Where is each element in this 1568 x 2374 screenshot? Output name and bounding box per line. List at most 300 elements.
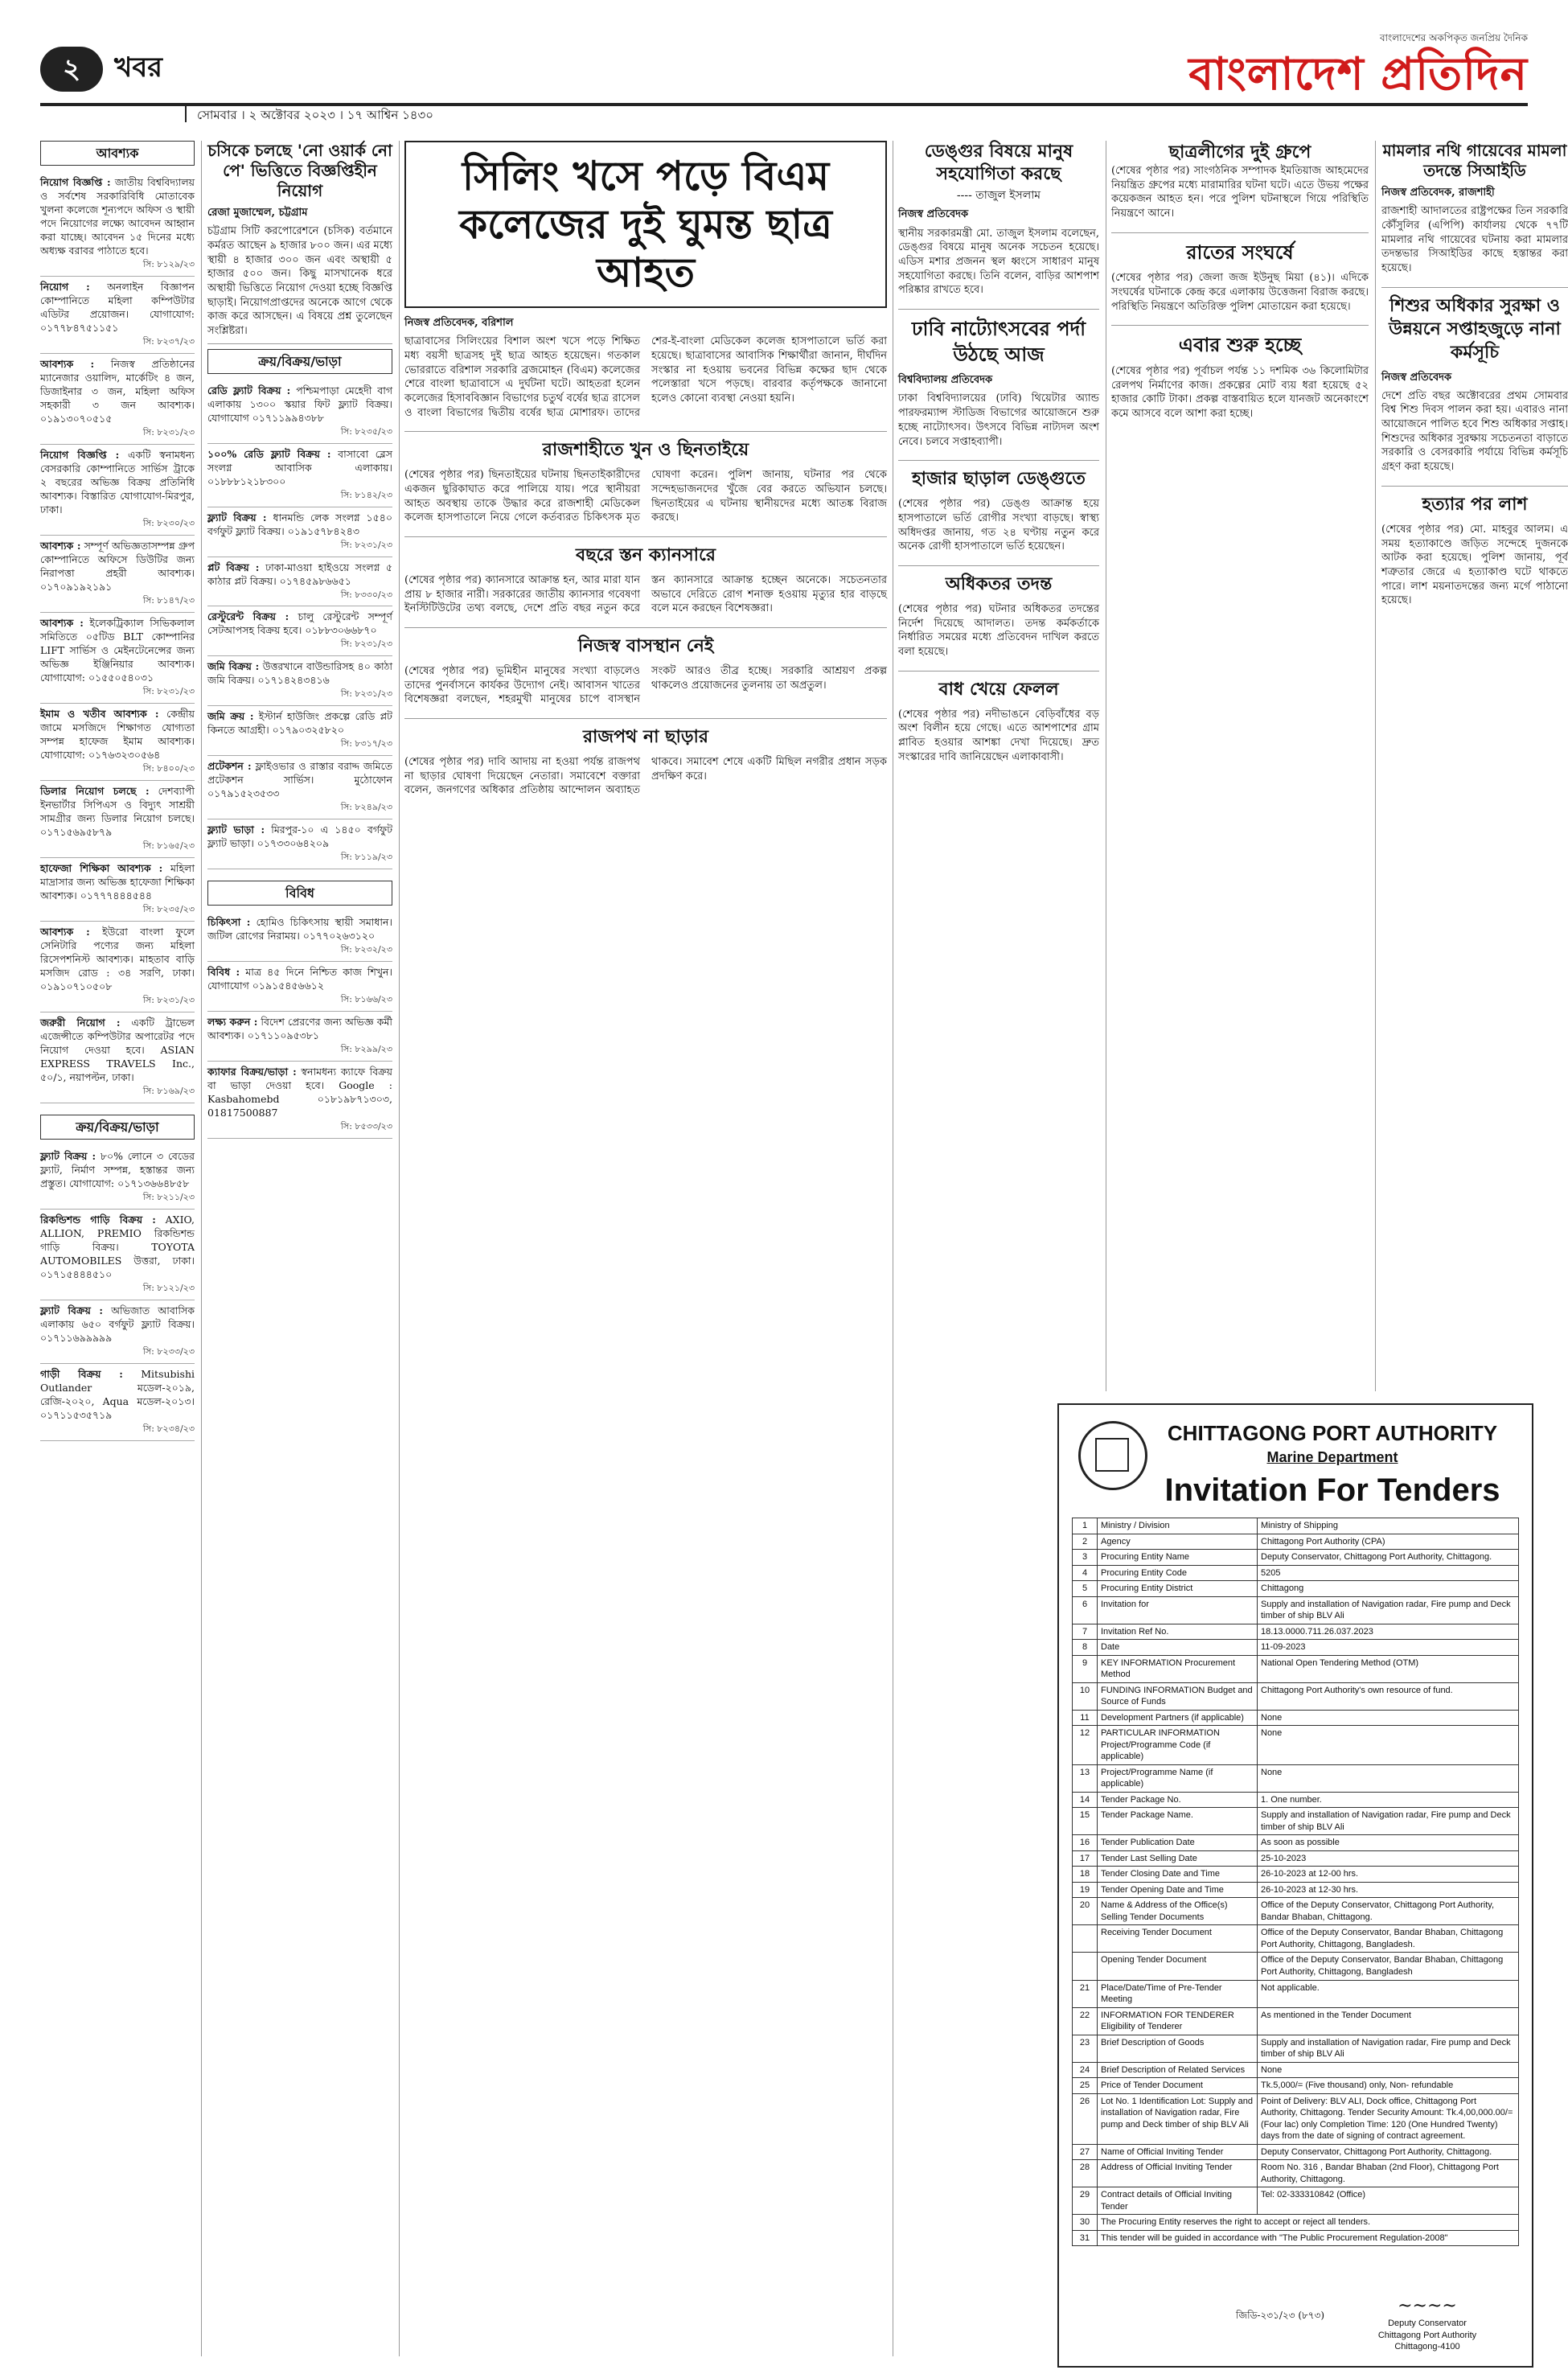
ad-text: কেন্দ্রীয় জামে মসজিদে শিক্ষাগত যোগ্যতা সম্পন্ন হাফেজ ইমাম আবশ্যক। যোগাযোগ: ০১৭৬৩২৩০৫৬৪: [40, 707, 195, 761]
classified-ad: [40, 1364, 195, 1441]
news-item-chasik: [207, 141, 392, 344]
tender-row-value: Point of Delivery: BLV ALI, Dock office, Chittagong Port Authority, Chittagong. Tender Security Amount: Tk.4,00,000.00/= (Four lac) only Completion Time: 120 (One Hundred Twenty) days from the date of signing of contract agreement.: [1258, 2093, 1519, 2144]
classified-ad: [207, 819, 392, 869]
story-byline: নিজস্ব প্রতিবেদক: [1381, 371, 1452, 384]
classified-ad: [207, 912, 392, 962]
tender-row-value: Tel: 02-333310842 (Office): [1258, 2187, 1519, 2215]
ad-lead: চিকিৎসা :: [207, 916, 251, 929]
tender-row-label: Tender Opening Date and Time: [1098, 1882, 1258, 1898]
story-body: (শেষের পৃষ্ঠার পর) ক্যানসারে আক্রান্ত হন, আর মারা যান প্রায় ৮ হাজার নারী। সরকারের জাতীয় ক্যানসার গবেষণা ইনস্টিটিউটের তথ্য বলছে, দেশে প্রতি বছর নতুন করে স্তন ক্যানসারে আক্রান্ত হচ্ছেন অনেকে। সচেতনতার অভাবে দেরিতে রোগ শনাক্ত হওয়ায় মৃত্যুর হার বাড়ছে বলে মনে করছেন বিশেষজ্ঞরা।: [404, 573, 887, 615]
tender-row-label: Project/Programme Name (if applicable): [1098, 1764, 1258, 1792]
ad-code: সি: ৮৩৩০/২৩: [340, 589, 392, 600]
tender-row-label: Tender Closing Date and Time: [1098, 1867, 1258, 1883]
tender-row: [1073, 1867, 1519, 1883]
tender-row: [1073, 2215, 1519, 2231]
tender-row-number: 12: [1073, 1726, 1098, 1765]
story-byline: নিজস্ব প্রতিবেদক: [898, 208, 969, 221]
ad-text: হোমিও চিকিৎসায় স্থায়ী সমাধান। জটিল রোগের নিরাময়। ০১৭৭০২৬৩১২০: [207, 916, 392, 943]
tender-row-label: PARTICULAR INFORMATION Project/Programme Code (if applicable): [1098, 1726, 1258, 1765]
ad-code: সি: ৮২৩৫/২৩: [340, 425, 392, 437]
ad-code: সি: ৮৫৩৩/২৩: [340, 1121, 392, 1132]
classified-ad: [207, 1062, 392, 1139]
tender-row-label: KEY INFORMATION Procurement Method: [1098, 1655, 1258, 1682]
ad-lead: নিয়োগ বিজ্ঞপ্তি :: [40, 448, 120, 461]
tender-row-label: Procuring Entity Code: [1098, 1565, 1258, 1581]
article-headline: চসিকে চলছে 'নো ওয়ার্ক নো পে' ভিত্তিতে বিজ্ঞপ্তিহীন নিয়োগ: [207, 141, 392, 200]
tender-row-number: [1073, 1925, 1098, 1953]
tender-row-label: Receiving Tender Document: [1098, 1925, 1258, 1953]
ad-text: একটি স্বনামধন্য বেসরকারি কোম্পানিতে সার্ভিস ট্রাকে ২ বছরের অভিজ্ঞ বিক্রয় প্রতিনিধি আবশ্যক। বিস্তারিত যোগাযোগ-মিরপুর, ঢাকা।: [40, 448, 195, 515]
story-headline: রাতের সংঘর্ষে: [1111, 232, 1369, 265]
story-headline: রাজশাহীতে খুন ও ছিনতাইয়ে: [404, 431, 887, 462]
tender-row-number: 13: [1073, 1764, 1098, 1792]
tender-row: [1073, 2144, 1519, 2160]
ad-lead: আবশ্যক :: [40, 925, 90, 938]
tender-row-number: 4: [1073, 1565, 1098, 1581]
story-body: (শেষের পৃষ্ঠার পর) পূর্বাচল পর্যন্ত ১১ দশমিক ৩৬ কিলোমিটার রেলপথ নির্মাণের কাজ। প্রকল্পের মোট ব্যয় ধরা হয়েছে ৫২ হাজার কোটি টাকা। প্রকল্প বাস্তবায়িত হলে যানজট অনেকাংশে কমে আসবে বলে আশা করা হচ্ছে।: [1111, 365, 1369, 421]
tender-row-value: None: [1258, 1726, 1519, 1765]
ad-code: সি: ৮২৩১/২৩: [142, 994, 195, 1005]
story-body: ঢাকা বিশ্ববিদ্যালয়ের (ঢাবি) থিয়েটার অ্যান্ড পারফরম্যান্স স্টাডিজ বিভাগের আয়োজনে শুরু হচ্ছে নাট্যোৎসব। উৎসবে বিভিন্ন নাট্যদল অংশ নেবে। চলবে সপ্তাহব্যাপী।: [898, 392, 1099, 448]
main-column: [404, 141, 887, 2356]
tender-row: [1073, 1792, 1519, 1808]
tender-row-label: Date: [1098, 1640, 1258, 1656]
ad-lead: ফ্ল্যাট বিক্রয় :: [40, 1149, 96, 1162]
classified-ad: [207, 380, 392, 444]
tender-row-label: Address of Official Inviting Tender: [1098, 2160, 1258, 2187]
ad-lead: নিয়োগ বিজ্ঞপ্তি :: [40, 176, 111, 189]
tender-row-number: 6: [1073, 1596, 1098, 1624]
brand-tagline: বাংলাদেশের অকপিকৃত জনপ্রিয় দৈনিক: [1379, 32, 1528, 43]
tender-row-value: None: [1258, 1764, 1519, 1792]
ad-text: নিজস্ব প্রতিষ্ঠানের ম্যানেজার ওয়ালিদ, মার্কেটিং ৪ জন, ডিজাইনার ৩ জন, মহিলা অফিস সহকারী ৩ জন আবশ্যক। ০১৯১৩০৭০৫১৫: [40, 358, 195, 425]
ad-text: চালু রেস্টুরেন্ট সম্পূর্ণ সেটআপসহ বিক্রয় হবে। ০১৮৮৩০৬৬৮৭০: [207, 610, 392, 637]
tender-row: [1073, 1980, 1519, 2007]
story-byline: বিশ্ববিদ্যালয় প্রতিবেদক: [898, 374, 993, 387]
ad-lead: লক্ষ্য করুন :: [207, 1016, 258, 1029]
ad-code: সি: ৮৩১৭/২৩: [340, 738, 392, 750]
tender-row: [1073, 2078, 1519, 2094]
tender-row-number: 27: [1073, 2144, 1098, 2160]
ad-lead: জমি বিক্রয় :: [207, 660, 260, 673]
tender-row-label: Name of Official Inviting Tender: [1098, 2144, 1258, 2160]
tender-row-number: 10: [1073, 1682, 1098, 1710]
ad-lead: ক্যাফার বিক্রয়/ভাড়া :: [207, 1066, 297, 1078]
ad-code: সি: ৮২৩১/২৩: [142, 685, 195, 696]
story-headline: অধিকতর তদন্ত: [898, 565, 1099, 596]
tender-row-number: 25: [1073, 2078, 1098, 2094]
tender-row-number: 11: [1073, 1710, 1098, 1726]
tender-row-value: Office of the Deputy Conservator, Bandar Bhaban, Chittagong Port Authority, Chittagong, Bangladesh.: [1258, 1925, 1519, 1953]
classified-ad: [207, 507, 392, 557]
ad-text: ৮০% লোনে ৩ বেডের ফ্ল্যাট, নির্মাণ সম্পন্ন, হস্তান্তর জন্য প্রস্তুত। যোগাযোগ: ০১৭১৩৬৬৪৮৫৮: [40, 1149, 195, 1189]
lead-body: ছাত্রাবাসের সিলিংয়ের বিশাল অংশ খসে পড়ে শিক্ষিত মধ্য বয়সী ছাত্রসহ দুই ছাত্র আহত হয়েছেন। গতকাল ভোররাতে বরিশাল সরকারি ব্রজমোহন (বিএম) কলেজের শেরে বাংলা ছাত্রাবাসে এ দুর্ঘটনা ঘটে। আহতরা হলেন কলেজের হিসাববিজ্ঞান বিভাগের চতুর্থ বর্ষের ছাত্র রাসেল ও বাংলা বিভাগের দ্বিতীয় বর্ষের ছাত্র মোশারফ। তাদের শের-ই-বাংলা মেডিকেল কলেজ হাসপাতালে ভর্তি করা হয়েছে। ছাত্রাবাসের আবাসিক শিক্ষার্থীরা জানান, দীর্ঘদিন সংস্কার না হওয়ায় ভবনের বিভিন্ন কক্ষের ছাদ থেকে পলেস্তারা খসে পড়ছে। বারবার কর্তৃপক্ষকে জানানো হলেও কোনো ব্যবস্থা নেওয়া হয়নি।: [404, 335, 887, 419]
tender-row: [1073, 1882, 1519, 1898]
story-body: (শেষের পৃষ্ঠার পর) সাংগঠনিক সম্পাদক ইমতিয়াজ আহমেদের নিয়ন্ত্রিত গ্রুপের মধ্যে মারামারির ঘটনা ঘটে। এতে উভয় পক্ষের কয়েকজন আহত হন। পরে পুলিশ ঘটনাস্থলে গিয়ে পরিস্থিতি নিয়ন্ত্রণে আনে।: [1111, 165, 1369, 220]
tender-row: [1073, 1534, 1519, 1550]
tender-department: Marine Department: [1266, 1449, 1398, 1465]
ad-lead: আবশ্যক :: [40, 358, 95, 371]
ad-code: সি: ৮২৩১/২৩: [142, 427, 195, 438]
tender-row-value: 1. One number.: [1258, 1792, 1519, 1808]
story-headline: শিশুর অধিকার সুরক্ষা ও উন্নয়নে সপ্তাহজুড়ে নানা কর্মসূচি: [1381, 287, 1568, 364]
tender-row-number: 23: [1073, 2035, 1098, 2062]
section-name: খবর: [114, 51, 162, 84]
classified-ad: [207, 656, 392, 706]
story-body: স্থানীয় সরকারমন্ত্রী মো. তাজুল ইসলাম বলেছেন, ডেঙ্গুর বিষয়ে মানুষ অনেক সচেতন হয়েছে। এডিস মশার প্রজনন স্থল ধ্বংসে সাধারণ মানুষ সহযোগিতা করছে। তিনি বলেন, বাড়ির আশপাশ পরিষ্কার রাখতে হবে।: [898, 227, 1099, 297]
classified-ad: [207, 606, 392, 656]
tender-row-number: 2: [1073, 1534, 1098, 1550]
ad-text: পশ্চিমপাড়া মেহেদী বাগ এলাকায় ১৩০০ স্কয়ার ফিট ফ্ল্যাট বিক্রয়। যোগাযোগ ০১৭১১৯৯৪৩৮৮: [207, 384, 393, 424]
classified-ad: [40, 1210, 195, 1300]
ad-code: সি: ৮১৪২/২৩: [340, 489, 392, 500]
misc-section-title: বিবিধ: [207, 881, 392, 906]
classified-ad: [40, 613, 195, 704]
ad-lead: জরুরী নিয়োগ :: [40, 1016, 121, 1029]
ad-lead: রেস্টুরেন্ট বিক্রয় :: [207, 610, 289, 623]
tender-row-label: Procuring Entity District: [1098, 1581, 1258, 1597]
tender-row-value: 26-10-2023 at 12-30 hrs.: [1258, 1882, 1519, 1898]
classified-ad: [40, 536, 195, 613]
tender-row-label: This tender will be guided in accordance with "The Public Procurement Regulation-2008": [1098, 2230, 1519, 2246]
tender-row-number: 24: [1073, 2062, 1098, 2078]
tender-row-value: Chittagong Port Authority (CPA): [1258, 1534, 1519, 1550]
tender-row-number: 31: [1073, 2230, 1098, 2246]
lead-headline: সিলিং খসে পড়ে বিএম কলেজের দুই ঘুমন্ত ছাত্র আহত: [459, 152, 832, 296]
ad-lead: ডিলার নিয়োগ চলছে :: [40, 784, 150, 797]
article-byline: রেজা মুজাম্মেল, চট্টগ্রাম: [207, 207, 308, 219]
classified-ad: [40, 922, 195, 1012]
ad-lead: রিকন্ডিশন্ড গাড়ি বিক্রয় :: [40, 1213, 156, 1226]
story-body: (শেষের পৃষ্ঠার পর) দাবি আদায় না হওয়া পর্যন্ত রাজপথ না ছাড়ার ঘোষণা দিয়েছেন নেতারা। সমাবেশে বক্তারা বলেন, জনগণের অধিকার প্রতিষ্ঠায় আন্দোলন অব্যাহত থাকবে। সমাবেশ শেষে একটি মিছিল নগরীর প্রধান সড়ক প্রদক্ষিণ করে।: [404, 756, 887, 797]
tender-row-value: Supply and installation of Navigation radar, Fire pump and Deck timber of ship BLV Ali: [1258, 2035, 1519, 2062]
tender-row: [1073, 1764, 1519, 1792]
column-rule: [1375, 141, 1376, 1391]
tender-row-number: [1073, 1953, 1098, 1980]
ad-lead: ফ্ল্যাট বিক্রয় :: [207, 511, 267, 524]
tender-row-number: 22: [1073, 2007, 1098, 2035]
story-body: (শেষের পৃষ্ঠার পর) ডেঙ্গু আক্রান্ত হয়ে হাসপাতালে ভর্তি রোগীর সংখ্যা বাড়ছে। স্বাস্থ্য অধিদপ্তর জানায়, গত ২৪ ঘণ্টায় নতুন করে অনেক রোগী হাসপাতালে ভর্তি হয়েছেন।: [898, 498, 1099, 553]
tender-row-value: Office of the Deputy Conservator, Bandar Bhaban, Chittagong Port Authority, Chittagong, Bangladesh: [1258, 1953, 1519, 1980]
tender-row-number: 1: [1073, 1518, 1098, 1534]
page-number: ২: [40, 47, 103, 92]
ad-code: সি: ৮২৩৫/২৩: [142, 903, 195, 914]
signature-org: Chittagong Port Authority: [1377, 2330, 1477, 2340]
story-body: রাজশাহী আদালতের রাষ্ট্রপক্ষের তিন সরকারি কৌঁসুলির (এপিপি) কার্যালয় থেকে ৭৭টি মামলার নথি গায়েবের ঘটনায় করা মামলার তদন্তভার সিআইডির কাছে হস্তান্তর করা হয়েছে।: [1381, 205, 1568, 274]
ad-text: জাতীয় বিশ্ববিদ্যালয় ও সর্বশেষ সরকারিবিধি মোতাবেক খুলনা কলেজে শূন্যপদে অফিস ও স্থায়ী পদে নিয়োগের লক্ষ্যে আবেদন আহ্বান করা যাচ্ছে। আবেদন ১৫ দিনের মধ্যে অধ্যক্ষ বরাবর পাঠাতে হবে।: [40, 176, 195, 257]
tender-row-label: Invitation Ref No.: [1098, 1624, 1258, 1640]
sixth-column: [1381, 141, 1568, 1391]
story-headline: ছাত্রলীগের দুই গ্রুপে: [1168, 142, 1311, 162]
ad-code: সি: ৮২৩৩/২৩: [142, 1345, 195, 1357]
ad-code: সি: ৮১২৯/২৩: [142, 259, 195, 270]
signature-city: Chittagong-4100: [1394, 2342, 1460, 2352]
tender-row-label: Contract details of Official Inviting Tender: [1098, 2187, 1258, 2215]
story-headline: ঢাবি নাট্যোৎসবের পর্দা উঠছে আজ: [898, 309, 1099, 367]
classified-ad: [207, 444, 392, 507]
ad-text: AXIO, ALLION, PREMIO রিকন্ডিশন্ড গাড়ি বিক্রয়। TOYOTA AUTOMOBILES উত্তরা, ঢাকা। ০১৭১৫৪৪৪৫১০: [40, 1213, 195, 1280]
classified-ad: [40, 277, 195, 354]
tender-organization: CHITTAGONG PORT AUTHORITY: [1167, 1421, 1498, 1445]
ad-code: সি: ৮২৯৯/২৩: [340, 1044, 392, 1055]
story-body: (শেষের পৃষ্ঠার পর) ছিনতাইয়ের ঘটনায় ছিনতাইকারীদের একজন ছুরিকাঘাত করে পালিয়ে যায়। পরে স্থানীয়রা আহত অবস্থায় তাকে উদ্ধার করে রাজশাহী মেডিকেল কলেজ হাসপাতালে নিয়ে গেলে কর্তব্যরত চিকিৎসক মৃত ঘোষণা করেন। পুলিশ জানায়, ঘটনার পর থেকে সন্দেহভাজনদের খুঁজে বের করতে অভিযান চলছে। ছিনতাইয়ের এ ঘটনায় স্থানীয়দের মধ্যে আতঙ্ক বিরাজ করছে।: [404, 469, 887, 524]
ad-lead: বিবিধ :: [207, 966, 240, 979]
tender-notice: [1057, 1403, 1533, 2368]
ad-code: সি: ৮২১১/২৩: [142, 1191, 195, 1202]
ad-code: সি: ৮২৩৭/২৩: [142, 336, 195, 347]
classified-ad: [40, 1300, 195, 1364]
dateline: সোমবার । ২ অক্টোবর ২০২৩ । ১৭ আশ্বিন ১৪৩০: [197, 108, 434, 122]
classified-ad: [40, 1012, 195, 1103]
tender-row-label: Brief Description of Goods: [1098, 2035, 1258, 2062]
ad-lead: প্রটেকশন :: [207, 760, 252, 773]
tender-row-value: National Open Tendering Method (OTM): [1258, 1655, 1519, 1682]
ad-text: স্বনামধন্য ক্যাফে বিক্রয় বা ভাড়া দেওয়া হবে। Google : Kasbahomebd ০১৮১৯৮৭১৩০৩, 01817500887: [207, 1066, 392, 1119]
sale-section-title: ক্রয়/বিক্রয়/ভাড়া: [207, 349, 392, 374]
ad-text: অনলাইন বিজ্ঞাপন কোম্পানিতে মহিলা কম্পিউটার এডিটর প্রয়োজন। যোগাযোগ: ০১৭৭৮৪৭৫১১৫১: [40, 281, 195, 335]
tender-row-value: 18.13.0000.711.26.037.2023: [1258, 1624, 1519, 1640]
story-byline: নিজস্ব প্রতিবেদক, রাজশাহী: [1381, 187, 1495, 199]
lead-byline: নিজস্ব প্রতিবেদক, বরিশাল: [404, 317, 514, 329]
ad-code: সি: ৮২৩১/২৩: [340, 539, 392, 550]
ad-text: মাত্র ৪৫ দিনে নিশ্চিত কাজ শিখুন। যোগাযোগ ০১৯১৫৪৫৬৬১২: [207, 966, 392, 992]
ad-text: বাসাবো ব্লেস সংলগ্ন আবাসিক এলাকায়। ০১৮৮৮১২১৮৩০০: [207, 447, 393, 487]
ad-code: সি: ৮২৩১/২৩: [340, 688, 392, 700]
tender-row-value: Ministry of Shipping: [1258, 1518, 1519, 1534]
classified-ad: [40, 781, 195, 858]
tender-row-value: Office of the Deputy Conservator, Chittagong Port Authority, Bandar Bhaban, Chittagong.: [1258, 1898, 1519, 1925]
tender-row-label: Tender Package No.: [1098, 1792, 1258, 1808]
classified-ad: [207, 1012, 392, 1062]
tender-row-label: INFORMATION FOR TENDERER Eligibility of Tenderer: [1098, 2007, 1258, 2035]
tender-row-value: 25-10-2023: [1258, 1850, 1519, 1867]
tender-row: [1073, 2093, 1519, 2144]
ad-text: ইউরো বাংলা ফুলে সেনিটারি পণ্যের জন্য মহিলা রিসেপশনিস্ট আবশ্যক। মাহতাব বাড়ি মসজিদ রোড : ৩৪ সরণি, ঢাকা। ০১৯১০৭১০৫০৮: [40, 925, 195, 992]
story-body: (শেষের পৃষ্ঠার পর) জেলা জজ ইউনুছ মিয়া (৪১)। এদিকে সংঘর্ষের ঘটনাকে কেন্দ্র করে এলাকায় উত্তেজনা বিরাজ করছে। পরিস্থিতি নিয়ন্ত্রণে অতিরিক্ত পুলিশ মোতায়েন করা হয়েছে।: [1111, 272, 1369, 313]
tender-row: [1073, 1640, 1519, 1656]
tender-row-number: 8: [1073, 1640, 1098, 1656]
tender-row: [1073, 1898, 1519, 1925]
tender-row: [1073, 1565, 1519, 1581]
ad-text: ফ্লাইওভার ও রাস্তার বরাদ্দ জমিতে প্রটেকশন সার্ভিস। মুঠোফোন ০১৭৯১৫২৩৫৩৩: [207, 760, 392, 800]
story-headline: ডেঙ্গুর বিষয়ে মানুষ সহযোগিতা করছে: [924, 141, 1073, 184]
ad-lead: আবশ্যক :: [40, 616, 84, 629]
tender-row-number: 29: [1073, 2187, 1098, 2215]
ad-lead: আবশ্যক :: [40, 539, 81, 552]
tender-row: [1073, 2035, 1519, 2062]
tender-row-label: Tender Last Selling Date: [1098, 1850, 1258, 1867]
story-body: (শেষের পৃষ্ঠার পর) ঘটনার অধিকতর তদন্তের নির্দেশ দিয়েছে আদালত। তদন্ত কর্মকর্তাকে নির্ধারিত সময়ের মধ্যে প্রতিবেদন দাখিল করতে বলা হয়েছে।: [898, 602, 1099, 658]
tender-row-number: 7: [1073, 1624, 1098, 1640]
tender-title: Invitation For Tenders: [1164, 1472, 1500, 1508]
classified-section-title: আবশ্যক: [40, 141, 195, 166]
story-body: দেশে প্রতি বছর অক্টোবরের প্রথম সোমবার বিশ্ব শিশু দিবস পালন করা হয়। এবারও নানা আয়োজনে পালিত হবে শিশু অধিকার সপ্তাহ। শিশুদের অধিকার সুরক্ষায় সচেতনতা বাড়াতে সরকারি ও বেসরকারি পর্যায়ে বিভিন্ন কর্মসূচি গ্রহণ করা হয়েছে।: [1381, 389, 1568, 474]
ad-text: অভিজাত আবাসিক এলাকায় ৬৫০ বর্গফুট ফ্ল্যাট বিক্রয়। ০১৭১১৬৯৯৯৯৯: [40, 1304, 195, 1344]
date-divider: [185, 106, 187, 122]
tender-row-number: 30: [1073, 2215, 1098, 2231]
classified-ad: [40, 858, 195, 922]
tender-row-number: 28: [1073, 2160, 1098, 2187]
classified-ad: [40, 1146, 195, 1210]
classified-list: [40, 172, 195, 1103]
tender-row-value: Chittagong Port Authority's own resource of fund.: [1258, 1682, 1519, 1710]
tender-row-number: 18: [1073, 1867, 1098, 1883]
ad-text: দেশব্যাপী ইনভার্টার সিপিএস ও বিদ্যুৎ সাশ্রয়ী সামগ্রীর জন্য ডিলার নিয়োগ চলছে। ০১৭১৫৬৯৫৮৭৯: [40, 784, 195, 838]
tender-row-value: Supply and installation of Navigation radar, Fire pump and Deck timber of ship BLV Ali: [1258, 1808, 1519, 1835]
tender-row-label: Tender Package Name.: [1098, 1808, 1258, 1835]
tender-row-value: Deputy Conservator, Chittagong Port Authority, Chittagong.: [1258, 2144, 1519, 2160]
tender-row-label: Agency: [1098, 1534, 1258, 1550]
tender-row-value: None: [1258, 1710, 1519, 1726]
ad-code: সি: ৮১২১/২৩: [142, 1282, 195, 1293]
ad-code: সি: ৮২৩৪/২৩: [142, 1423, 195, 1434]
ad-code: সি: ৮২৪৯/২৩: [340, 802, 392, 813]
tender-row-value: 5205: [1258, 1565, 1519, 1581]
tender-row: [1073, 1581, 1519, 1597]
ad-lead: জমি ক্রয় :: [207, 710, 254, 723]
story-body: (শেষের পৃষ্ঠার পর) মো. মাহবুর আলম। এ সময় হত্যাকাণ্ডে জড়িত সন্দেহে দুজনকে আটক করা হয়েছে। পুলিশ জানায়, পূর্ব শত্রুতার জেরে এ হত্যাকাণ্ড ঘটে থাকতে পারে। লাশ ময়নাতদন্তের জন্য মর্গে পাঠানো হয়েছে।: [1381, 523, 1568, 607]
tender-row-number: 15: [1073, 1808, 1098, 1835]
signature: ~~~~: [1398, 2296, 1457, 2317]
tender-row-label: Opening Tender Document: [1098, 1953, 1258, 1980]
story-headline: রাজপথ না ছাড়ার: [404, 718, 887, 749]
ad-code: সি: ৮২৩২/২৩: [340, 944, 392, 955]
signature-title: Deputy Conservator: [1388, 2319, 1467, 2329]
masthead: [40, 32, 1528, 125]
ad-code: সি: ৮১৬৬/২৩: [340, 994, 392, 1005]
tender-row: [1073, 1953, 1519, 1980]
tender-row: [1073, 1850, 1519, 1867]
tender-row: [1073, 1596, 1519, 1624]
story-headline: হাজার ছাড়াল ডেঙ্গুতে: [898, 460, 1099, 491]
port-authority-logo: [1078, 1421, 1147, 1490]
tender-row-label: Price of Tender Document: [1098, 2078, 1258, 2094]
tender-row-label: Development Partners (if applicable): [1098, 1710, 1258, 1726]
tender-row: [1073, 1655, 1519, 1682]
ad-lead: হাফেজা শিক্ষিকা আবশ্যক :: [40, 861, 163, 874]
story-headline: এবার শুরু হচ্ছে: [1111, 325, 1369, 358]
tender-row: [1073, 1835, 1519, 1851]
misc-list: [207, 912, 392, 1139]
ad-lead: রেডি ফ্ল্যাট বিক্রয় :: [207, 384, 291, 396]
column-rule: [399, 141, 400, 2356]
ad-text: ইস্টার্ন হাউজিং প্রকল্পে রেডি প্লট কিনতে আগ্রহী। ০১৭৯০৩২৫৮২০: [207, 710, 392, 737]
tender-row-label: Ministry / Division: [1098, 1518, 1258, 1534]
classified-ad: [207, 962, 392, 1012]
tender-row: [1073, 2007, 1519, 2035]
tender-row: [1073, 1518, 1519, 1534]
tender-row: [1073, 1925, 1519, 1953]
tender-table: [1072, 1518, 1519, 2246]
tender-row-number: 16: [1073, 1835, 1098, 1851]
tender-row-value: Not applicable.: [1258, 1980, 1519, 2007]
ad-text: Mitsubishi Outlander মডেল-২০১৯, রেজি-২০২০, Aqua মডেল-২০১৩। ০১৭১১৫৩৫৭১৯: [40, 1367, 195, 1421]
tender-row-value: 11-09-2023: [1258, 1640, 1519, 1656]
sale-list: [40, 1146, 195, 1441]
tender-row-number: 5: [1073, 1581, 1098, 1597]
brand-logo: বাংলাদেশ প্রতিদিন: [1188, 47, 1528, 101]
ad-lead: ইমাম ও খতীব আবশ্যক :: [40, 707, 159, 720]
story-headline: বছরে স্তন ক্যানসারে: [404, 536, 887, 567]
ad-text: উত্তরখানে বাউন্ডারিসহ ৪০ কাঠা জমি বিক্রয়। ০১৭১৪২৪৩৪১৬: [207, 660, 392, 687]
ad-lead: নিয়োগ :: [40, 281, 90, 294]
tender-row-value: As soon as possible: [1258, 1835, 1519, 1851]
tender-row: [1073, 1726, 1519, 1765]
tender-row-value: Deputy Conservator, Chittagong Port Authority, Chittagong.: [1258, 1550, 1519, 1566]
tender-row-label: Lot No. 1 Identification Lot: Supply and installation of Navigation radar, Fire pump and Deck timber of ship BLV Ali: [1098, 2093, 1258, 2144]
tender-row-number: 3: [1073, 1550, 1098, 1566]
story-headline: নিজস্ব বাসস্থান নেই: [404, 627, 887, 658]
article-body: চট্টগ্রাম সিটি করপোরেশনে (চসিক) বর্তমানে কর্মরত আছেন ৯ হাজার ৮০০ জন। এর মধ্যে স্থায়ী ৪ হাজার ৩০০ জন এবং অস্থায়ী ৫ হাজার ৫০০ জন। কিছু মাসখানেক ধরে অস্থায়ী ভিত্তিতে নিয়োগ দেওয়া হচ্ছে বিজ্ঞপ্তি ছাড়াই। নিয়োগপ্রাপ্তদের অনেকে আগে থেকে কাজ করে আসছেন। এ বিষয়ে প্রশ্ন তুলেছেন সংশ্লিষ্টরা।: [207, 225, 392, 337]
sale-list: [207, 380, 392, 870]
story-headline: বাধ খেয়ে ফেলল: [898, 671, 1099, 701]
tender-row: [1073, 1710, 1519, 1726]
tender-row-number: 21: [1073, 1980, 1098, 2007]
ad-lead: ফ্ল্যাট ভাড়া :: [207, 824, 265, 836]
tender-row-number: 9: [1073, 1655, 1098, 1682]
classified-ad: [207, 756, 392, 819]
classified-column: [40, 141, 195, 2356]
tender-row: [1073, 2230, 1519, 2246]
classified-ad: [40, 704, 195, 781]
tender-row-label: The Procuring Entity reserves the right to accept or reject all tenders.: [1098, 2215, 1519, 2231]
classified-ad: [40, 445, 195, 536]
ad-text: মিরপুর-১০ এ ১৪৫০ বর্গফুট ফ্ল্যাট ভাড়া। ০১৭৩৩০৬৪২০৯: [207, 824, 393, 850]
tender-row-value: 26-10-2023 at 12-00 hrs.: [1258, 1867, 1519, 1883]
tender-row-number: 20: [1073, 1898, 1098, 1925]
tender-row: [1073, 1550, 1519, 1566]
ad-code: সি: ৮১৪৭/২৩: [142, 594, 195, 606]
ad-code: সি: ৮৪০০/২৩: [142, 762, 195, 774]
tender-row-label: Brief Description of Related Services: [1098, 2062, 1258, 2078]
second-column: [207, 141, 392, 2356]
column-rule: [201, 141, 202, 2356]
tender-row-value: None: [1258, 2062, 1519, 2078]
story-body: (শেষের পৃষ্ঠার পর) নদীভাঙনে বেড়িবাঁধের বড় অংশ বিলীন হয়ে গেছে। এতে আশপাশের গ্রাম প্লাবিত হওয়ার আশঙ্কা দেখা দিয়েছে। দ্রুত সংস্কারের দাবি জানিয়েছেন এলাকাবাসী।: [898, 708, 1099, 763]
tender-row: [1073, 2187, 1519, 2215]
story-headline: মামলার নথি গায়েবের মামলা তদন্তে সিআইডি: [1382, 141, 1567, 180]
tender-row: [1073, 2160, 1519, 2187]
story-body: (শেষের পৃষ্ঠার পর) ভূমিহীন মানুষের সংখ্যা বাড়লেও তাদের পুনর্বাসনে কার্যকর উদ্যোগ নেই। আবাসন খাতের বিশেষজ্ঞরা বলছেন, শহরমুখী মানুষের চাপে বাসস্থান সংকট আরও তীব্র হচ্ছে। সরকারি আশ্রয়ণ প্রকল্প থাকলেও প্রয়োজনের তুলনায় তা অপ্রতুল।: [404, 664, 887, 706]
ad-text: বিদেশ প্রেরণের জন্য অভিজ্ঞ কর্মী আবশ্যক। ০১৭১১০৯৫৩৮১: [207, 1016, 393, 1042]
ad-code: সি: ৮১৬৫/২৩: [142, 840, 195, 851]
tender-row-label: Place/Date/Time of Pre-Tender Meeting: [1098, 1980, 1258, 2007]
tender-row-value: As mentioned in the Tender Document: [1258, 2007, 1519, 2035]
ad-code: সি: ৮১৬৯/২৩: [142, 1085, 195, 1096]
classified-ad: [40, 354, 195, 445]
ad-lead: ১০০% রেডি ফ্ল্যাট বিক্রয় :: [207, 447, 331, 460]
tender-row-label: Tender Publication Date: [1098, 1835, 1258, 1851]
tender-row-label: Invitation for: [1098, 1596, 1258, 1624]
tender-row-label: Name & Address of the Office(s) Selling Tender Documents: [1098, 1898, 1258, 1925]
fifth-column: [1111, 141, 1369, 1391]
story-headline: হত্যার পর লাশ: [1381, 486, 1568, 516]
tender-row-number: 26: [1073, 2093, 1098, 2144]
ad-code: সি: ৮১১৯/২৩: [340, 852, 392, 863]
tender-row: [1073, 1624, 1519, 1640]
tender-row: [1073, 1682, 1519, 1710]
ad-lead: প্লট বিক্রয় :: [207, 561, 260, 573]
ad-code: সি: ৮২৩১/২৩: [340, 639, 392, 650]
ad-lead: ফ্ল্যাট বিক্রয় :: [40, 1304, 103, 1316]
tender-row: [1073, 2062, 1519, 2078]
classified-ad: [207, 557, 392, 607]
ad-lead: গাড়ী বিক্রয় :: [40, 1367, 123, 1380]
lead-headline-box: [404, 141, 887, 308]
tender-row-label: FUNDING INFORMATION Budget and Source of Funds: [1098, 1682, 1258, 1710]
classified-ad: [40, 172, 195, 277]
ad-text: একটি ট্রাভেল এজেন্সীতে কম্পিউটার অপারেটর পদে নিয়োগ দেওয়া হবে। ASIAN EXPRESS TRAVELS Inc., ৫০/১, নয়াপল্টন, ঢাকা।: [40, 1016, 195, 1083]
